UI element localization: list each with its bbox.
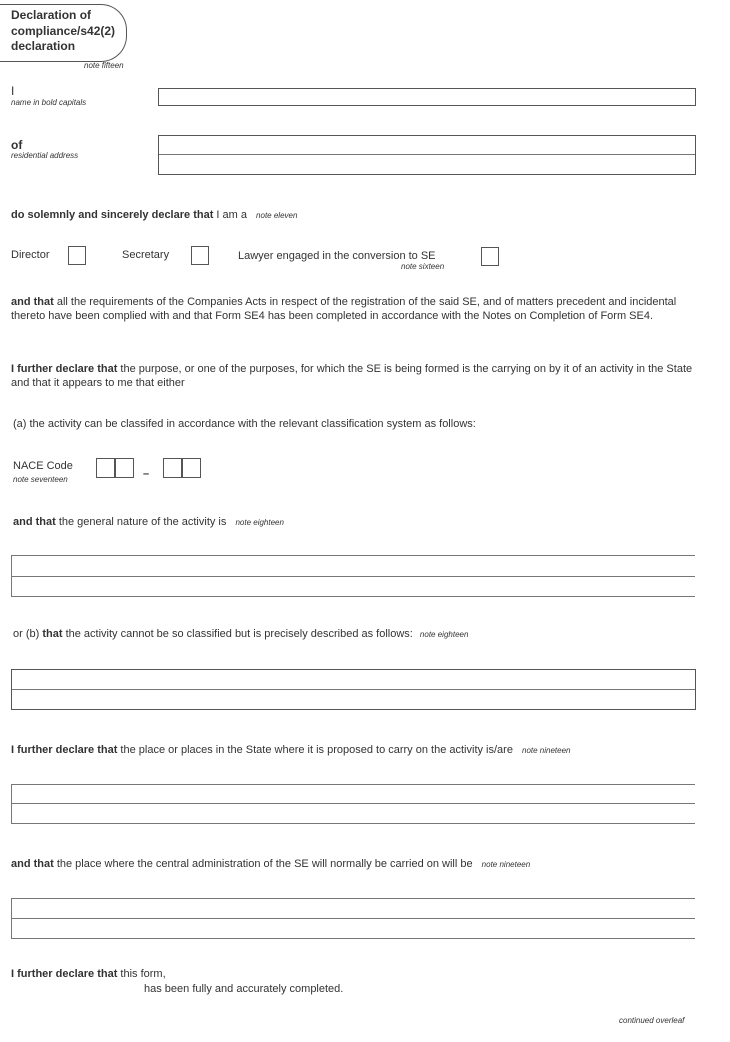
section-title [11,8,115,55]
name-hint: name in bold capitals [11,98,87,107]
compliance-text: all the requirements of the Companies Acts in respect of the registration of the said SE, and of matters precedent and incidental thereto have been complied with and that Form SE4 has been completed in accordance with the Notes on Completion of Form SE4. [11,296,677,322]
option-b-text: the activity cannot be so classified but is precisely described as follows: [62,628,413,640]
nace-digit-2[interactable] [115,458,134,478]
section-title-line-2: compliance/s42(2) [11,23,116,38]
lawyer-note: note sixteen [401,262,445,271]
option-b-pre: or (b) [13,628,43,640]
director-checkbox[interactable] [68,246,86,265]
general-nature-left-edge [11,555,12,596]
central-admin-line [11,858,530,870]
compliance-bold: and that [11,296,54,308]
option-b-line [13,628,468,640]
nace-label: NACE Code [13,460,73,472]
secretary-checkbox[interactable] [191,246,209,265]
option-b-note: note eighteen [419,630,469,639]
lawyer-label: Lawyer engaged in the conversion to SE [238,250,436,262]
places-note: note nineteen [522,746,571,755]
nace-digit-3[interactable] [163,458,182,478]
nace-separator: – [143,468,150,480]
declare-rest: I am a [213,209,247,221]
final-line-2: has been fully and accurately completed. [144,983,344,995]
option-b-field[interactable] [11,669,696,710]
purpose-paragraph [11,363,695,390]
places-line [11,744,571,756]
nace-digit-4[interactable] [182,458,201,478]
places-line-2 [11,803,695,804]
central-admin-left-edge [11,898,12,938]
declare-note: note eleven [256,211,298,220]
option-a-text: (a) the activity can be classifed in accordance with the relevant classification system as follows: [13,418,476,430]
lawyer-checkbox[interactable] [481,247,499,266]
central-admin-line-1 [11,898,695,899]
central-admin-bold: and that [11,858,54,870]
final-text: this form, [117,968,166,980]
declare-bold: do solemnly and sincerely declare that [11,209,214,221]
general-nature-text: the general nature of the activity is [55,516,227,528]
places-line-3 [11,823,695,824]
purpose-bold: I further declare that [11,363,118,375]
places-left-edge [11,784,12,823]
option-b-divider [12,689,695,690]
address-label: of [11,138,23,152]
address-hint: residential address [11,151,79,160]
secretary-label: Secretary [122,249,170,261]
final-line [11,968,166,980]
name-label: I [11,84,15,98]
general-nature-line-2 [11,576,695,577]
general-nature-line [13,516,284,528]
title-note: note fifteen [84,61,124,70]
general-nature-line-1 [11,555,695,556]
name-field[interactable] [158,88,696,106]
compliance-paragraph [11,296,695,323]
nace-note: note seventeen [13,475,68,484]
director-label: Director [11,249,50,261]
section-title-line-1: Declaration of [11,8,92,22]
places-line-1 [11,784,695,785]
final-bold: I further declare that [11,968,118,980]
central-admin-line-3 [11,938,695,939]
option-b-bold: that [42,628,63,640]
declare-line [11,209,297,221]
address-field[interactable] [158,135,696,175]
central-admin-text: the place where the central administration of the SE will normally be carried on will be [53,858,473,870]
general-nature-bold: and that [13,516,56,528]
address-divider [159,154,695,155]
general-nature-line-3 [11,596,695,597]
section-title-line-3: declaration [11,39,76,53]
nace-digit-1[interactable] [96,458,115,478]
continued-overleaf: continued overleaf [619,1016,685,1025]
purpose-text: the purpose, or one of the purposes, for which the SE is being formed is the carrying on by it of an activity in the State and that it appears to me that either [11,363,693,389]
central-admin-line-2 [11,918,695,919]
places-text: the place or places in the State where it is proposed to carry on the activity is/are [117,744,513,756]
general-nature-note: note eighteen [235,518,284,527]
central-admin-note: note nineteen [481,860,531,869]
places-bold: I further declare that [11,744,118,756]
